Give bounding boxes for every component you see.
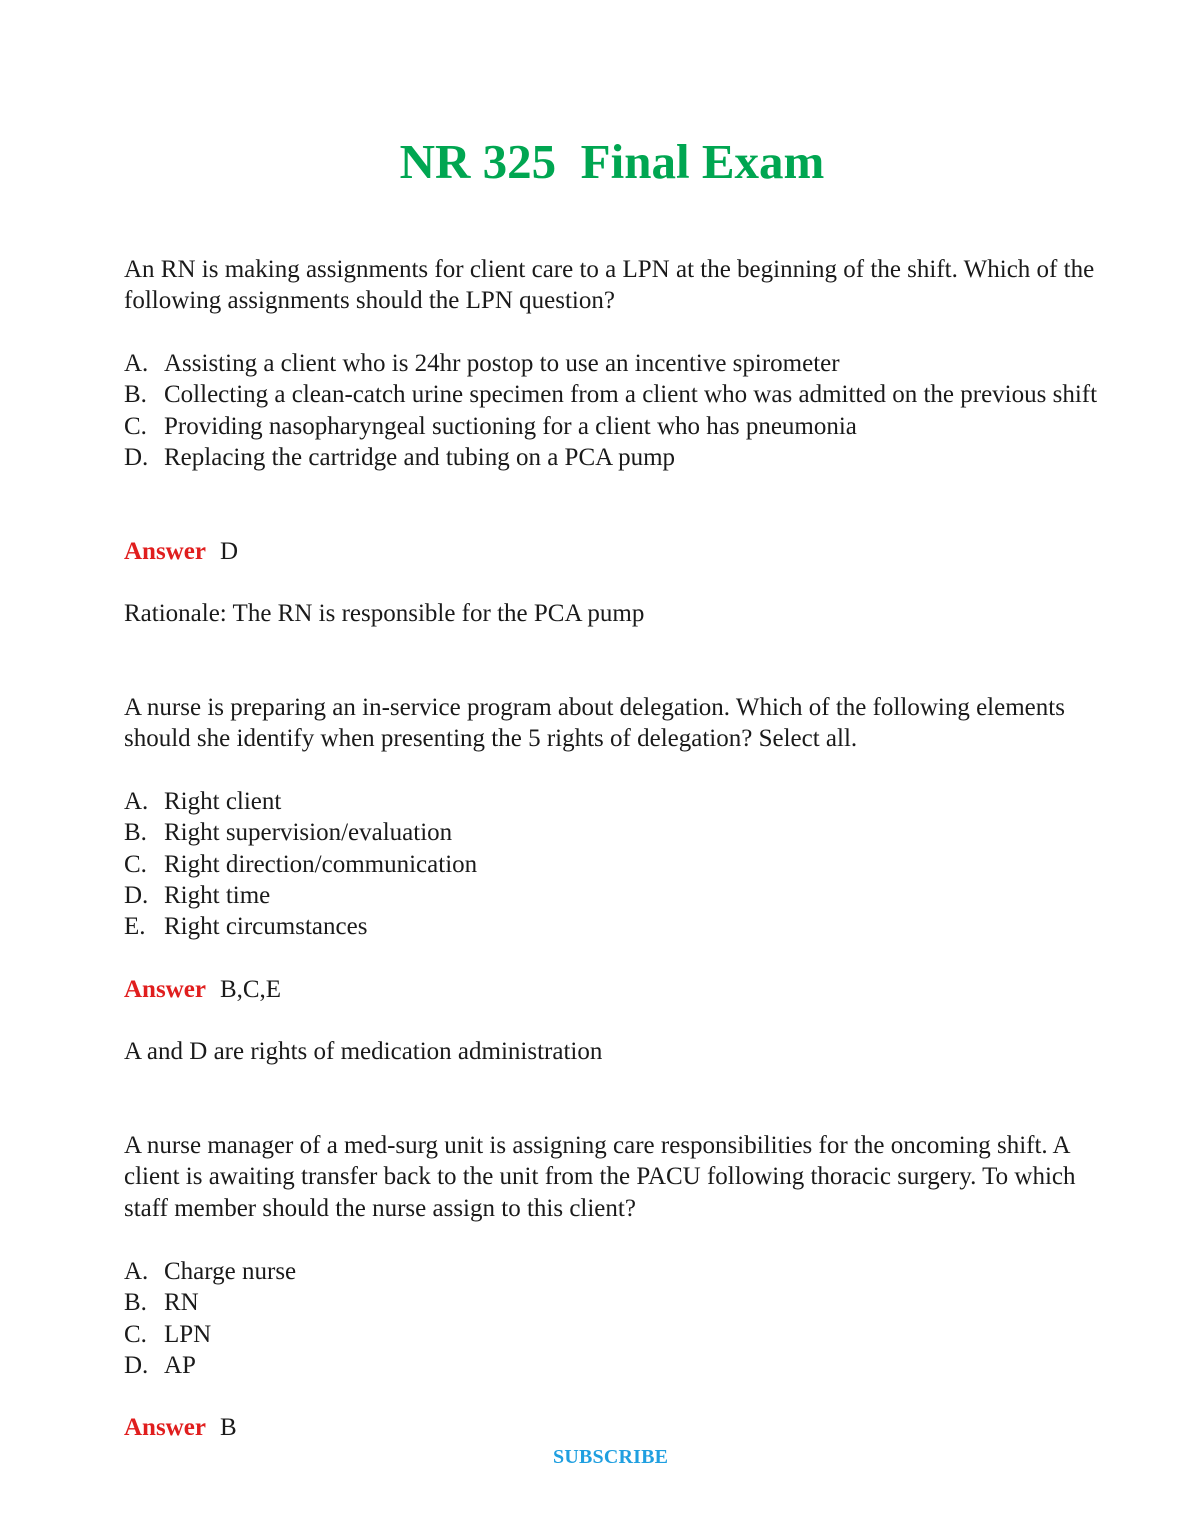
- question-1-stem: [124, 254, 1114, 317]
- option-d: D. Replacing the cartridge and tubing on a PCA pump: [124, 443, 676, 471]
- answer-label: Answer: [124, 1414, 206, 1441]
- question-2-stem: [124, 692, 1114, 755]
- answer-label: Answer: [124, 976, 206, 1003]
- question-1-options: [124, 348, 1114, 473]
- question-2-options: [124, 786, 1114, 942]
- question-3-options: [124, 1256, 1114, 1381]
- option-c: C. LPN: [124, 1320, 212, 1348]
- question-2-answer: [124, 974, 1114, 1005]
- answer-value: B,C,E: [219, 976, 282, 1003]
- question-1-answer: [124, 536, 1114, 567]
- option-e: E. Right circumstances: [124, 913, 368, 941]
- question-3-stem: [124, 1130, 1114, 1224]
- answer-label: Answer: [124, 538, 206, 565]
- option-a: A. Charge nurse: [124, 1258, 297, 1285]
- question-3-answer: [124, 1412, 1114, 1443]
- question-text: A nurse manager of a med-surg unit is assigning care responsibilities for the oncoming shift. A client is awaiting transfer back to the unit from the PACU following thoracic surgery. To which staff member should the nurse assign to this client?: [124, 1132, 1076, 1222]
- subscribe-link[interactable]: SUBSCRIBE: [553, 1446, 669, 1468]
- option-b: B. RN: [124, 1289, 199, 1317]
- question-1-rationale: Rationale: The RN is responsible for the PCA pump: [124, 600, 645, 627]
- question-text: An RN is making assignments for client care to a LPN at the beginning of the shift. Which of the following assignments should the LPN question?: [124, 256, 1095, 315]
- option-a: A. Assisting a client who is 24hr postop to use an incentive spirometer: [124, 350, 840, 377]
- option-d: D. Right time: [124, 881, 271, 909]
- option-d: D. AP: [124, 1351, 196, 1379]
- option-c: C. Providing nasopharyngeal suctioning for a client who has pneumonia: [124, 412, 857, 440]
- question-text: A nurse is preparing an in-service program about delegation. Which of the following elements should she identify when presenting the 5 rights of delegation? Select all.: [124, 694, 1065, 753]
- option-c: C. Right direction/communication: [124, 850, 478, 878]
- option-a: A. Right client: [124, 788, 282, 815]
- answer-value: D: [219, 538, 238, 565]
- option-b: B. Right supervision/evaluation: [124, 819, 453, 847]
- answer-value: B: [219, 1414, 237, 1441]
- question-2-rationale: A and D are rights of medication administration: [124, 1038, 603, 1065]
- page-title: NR 325 Final Exam: [399, 134, 825, 189]
- option-b: B. Collecting a clean-catch urine specimen from a client who was admitted on the previous shift: [124, 381, 1098, 409]
